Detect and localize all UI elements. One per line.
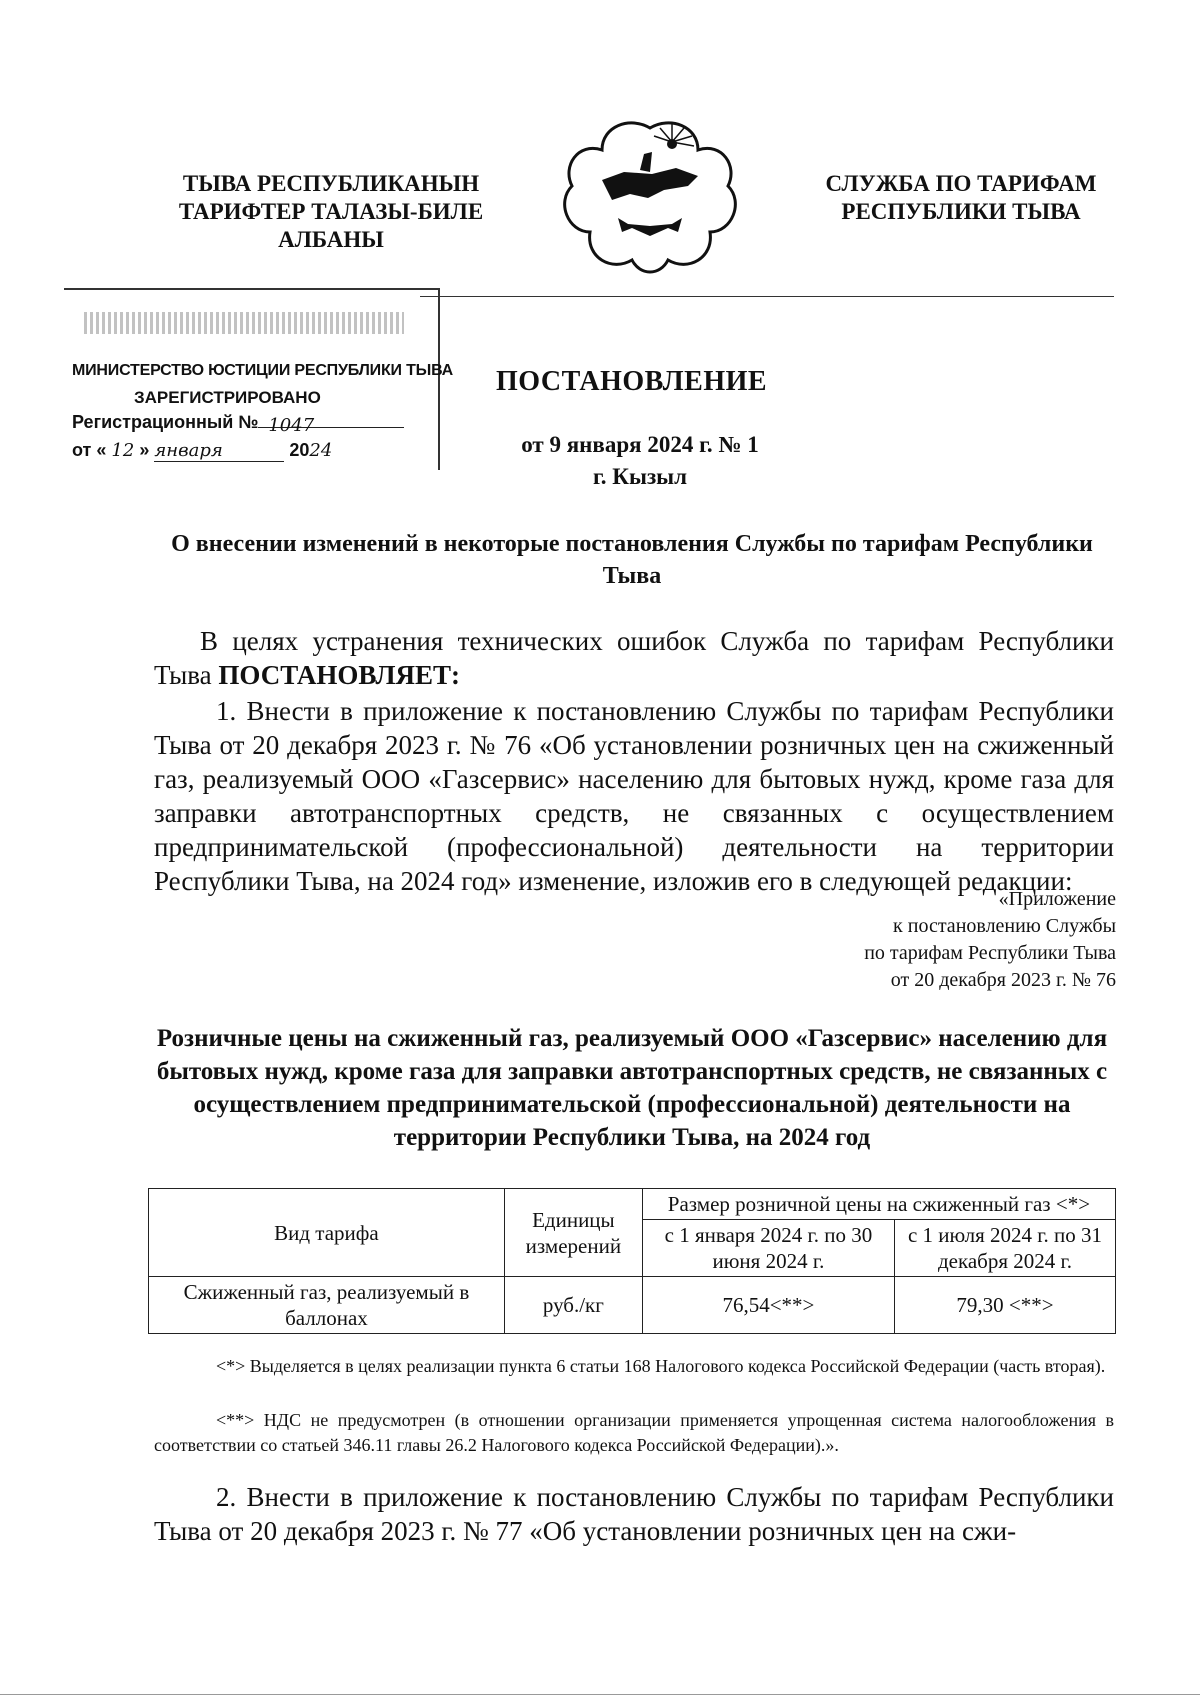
decree-word: ПОСТАНОВЛЯЕТ: [218,660,461,690]
paragraph-1 [154,694,1114,898]
emblem-logo [560,120,740,276]
header-price: Размер розничной цены на сжиженный газ <*> [642,1189,1115,1220]
footnote-1 [154,1354,1114,1379]
agency-name-tuvan-line: АЛБАНЫ [278,227,384,252]
cell-price-1: 76,54<**> [642,1277,894,1334]
footnote-2-text: <**> НДС не предусмотрен (в отношении организации применяется упрощенная система налогообложения в соответствии со статьей 346.11 главы 26.2 Налогового кодекса Российской Федерации).». [154,1410,1114,1455]
agency-name-tuvan-line: ТАРИФТЕР ТАЛАЗЫ-БИЛЕ [178,199,484,224]
stamp-registered: ЗАРЕГИСТРИРОВАНО [134,388,321,407]
agency-name-russian-line: РЕСПУБЛИКИ ТЫВА [841,199,1081,224]
stamp-ministry: МИНИСТЕРСТВО ЮСТИЦИИ РЕСПУБЛИКИ ТЫВА [72,362,454,379]
document-subject: О внесении изменений в некоторые постановления Службы по тарифам Республики Тыва [171,531,1093,589]
table-title: Розничные цены на сжиженный газ, реализуемый ООО «Газсервис» населению для бытовых нужд, кроме газа для заправки автотранспортных средств, не связанных с осуществлением предпринимательской (профессиональной) деятельности на территории Республики Тыва, на 2024 год [156,1025,1108,1151]
stamp-date-year-suffix: 24 [309,440,333,461]
paragraph-2 [154,1480,1114,1548]
table-row [149,1277,1116,1334]
header-period-2: с 1 июля 2024 г. по 31 декабря 2024 г. [894,1220,1115,1277]
document-type: ПОСТАНОВЛЕНИЕ [496,366,768,397]
header-tariff: Вид тарифа [149,1189,505,1277]
agency-name-tuvan [150,170,512,254]
stamp-date-mid: » [139,440,150,460]
table-header-row [149,1189,1116,1220]
stamp-date-year-prefix: 20 [289,440,310,460]
stamp-date-day: 12 [111,440,135,461]
stamp-reg-label: Регистрационный № [72,412,259,432]
appendix-reference [700,886,1116,994]
appendix-line: к постановлению Службы [893,915,1116,937]
paragraph-1-text: 1. Внести в приложение к постановлению Службы по тарифам Республики Тыва от 20 декабря 2023 г. № 76 «Об установлении розничных цен на сжиженный газ, реализуемый ООО «Газсервис» населению для бытовых нужд, кроме газа для заправки автотранспортных средств, не связанных с осуществлением предпринимательской (профессиональной) деятельности на территории Республики Тыва, на 2024 год» изменение, изложив его в следующей редакции: [154,696,1114,896]
stamp-smudge [84,312,404,334]
appendix-line: от 20 декабря 2023 г. № 76 [890,969,1116,991]
appendix-line: «Приложение [998,888,1116,910]
intro-paragraph [154,624,1114,692]
footnote-1-text: <*> Выделяется в целях реализации пункта 6 статьи 168 Налогового кодекса Российской Федерации (часть вторая). [216,1356,1106,1376]
paragraph-2-text: 2. Внести в приложение к постановлению Службы по тарифам Республики Тыва от 20 декабря 2023 г. № 77 «Об установлении розничных цен на сжи- [154,1482,1114,1546]
cell-unit: руб./кг [504,1277,642,1334]
registration-stamp [64,288,454,470]
appendix-line: по тарифам Республики Тыва [864,942,1116,964]
cell-tariff: Сжиженный газ, реализуемый в баллонах [149,1277,505,1334]
document-city: г. Кызыл [592,464,688,489]
stamp-date-row [72,440,332,462]
agency-name-russian [808,170,1114,226]
footnote-2 [154,1408,1114,1458]
stamp-date-prefix: от « [72,440,107,460]
page-bottom-edge [0,1694,1200,1695]
cell-price-2: 79,30 <**> [894,1277,1115,1334]
stamp-reg-number-row [72,412,404,436]
agency-name-russian-line: СЛУЖБА ПО ТАРИФАМ [825,171,1097,196]
tariff-table [148,1188,1116,1334]
stamp-date-month: января [154,440,284,462]
header-period-1: с 1 января 2024 г. по 30 июня 2024 г. [642,1220,894,1277]
header-unit: Единицы измерений [504,1189,642,1277]
intro-text: В целях устранения технических ошибок Служба по тарифам Республики Тыва [154,626,1114,690]
header-divider [420,296,1114,297]
stamp-reg-number: 1047 [268,415,315,436]
document-date-number: от 9 января 2024 г. № 1 [521,432,759,457]
agency-name-tuvan-line: ТЫВА РЕСПУБЛИКАНЫН [182,171,480,196]
